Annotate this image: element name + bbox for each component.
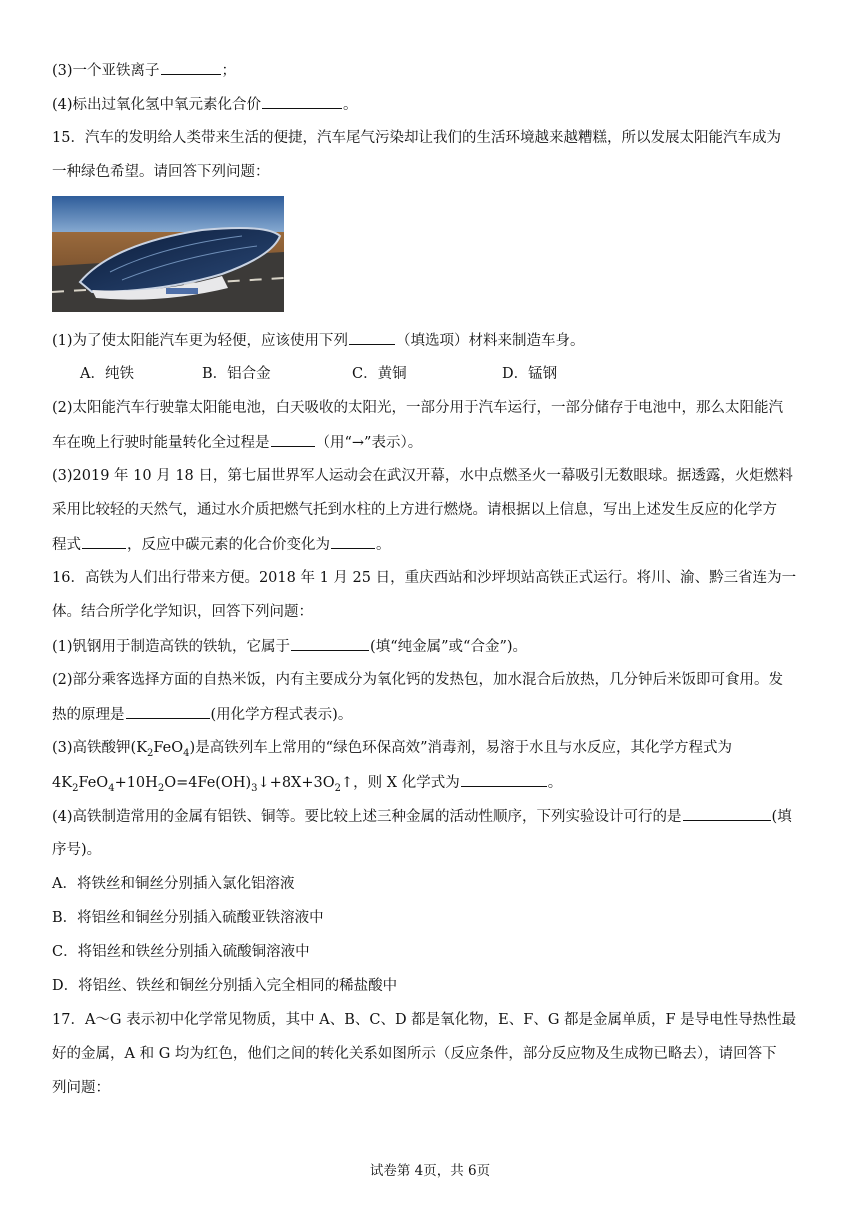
answer-blank[interactable] bbox=[271, 432, 315, 447]
q16-3-line-1: (3)高铁酸钾$(K_2FeO_4)$是高铁列车上常用的“绿色环保高效”消毒剂，易溶于水且与水反应，其化学方程式为 bbox=[52, 740, 733, 759]
answer-blank[interactable] bbox=[82, 534, 126, 549]
answer-blank[interactable] bbox=[461, 772, 547, 787]
q14-4-text: (4)标出过氧化氢中氧元素化合价 bbox=[52, 97, 262, 113]
page-footer: 试卷第 4页，共 6页 bbox=[369, 1163, 491, 1179]
q16-stem-line-2: 体。结合所学化学知识，回答下列问题： bbox=[52, 604, 313, 620]
solar-car-photo bbox=[52, 196, 284, 312]
q16-2-line-2: 热的原理是 (用化学方程式表示)。 bbox=[52, 704, 812, 725]
q15-stem-line-1: 15．汽车的发明给人类带来生活的便捷，汽车尾气污染却让我们的生活环境越来越糟糕，所以发展太阳能汽车成为 bbox=[52, 130, 781, 146]
q17-stem-line-3: 列问题： bbox=[52, 1080, 110, 1096]
q15-1-line: (1)为了使太阳能汽车更为轻便，应该使用下列 （填选项）材料来制造车身。 bbox=[52, 330, 812, 351]
q15-1-options bbox=[80, 364, 840, 384]
q15-stem-line-2: 一种绿色希望。请回答下列问题： bbox=[52, 164, 270, 180]
q16-option-b[interactable]: B．将铝丝和铜丝分别插入硫酸亚铁溶液中 bbox=[52, 910, 324, 926]
q16-4-line-1: (4)高铁制造常用的金属有铝铁、铜等。要比较上述三种金属的活动性顺序，下列实验设计可行的是 (填 bbox=[52, 806, 812, 827]
q15-3-line-3: 程式 ，反应中碳元素的化合价变化为 。 bbox=[52, 534, 812, 555]
q17-stem-line-2: 好的金属，A 和 G 均为红色，他们之间的转化关系如图所示（反应条件，部分反应物及生成物已略去），请回答下 bbox=[52, 1046, 777, 1062]
q16-3-line-2: $4K_2FeO_4+10H_2O=4Fe(OH)_3↓+8X+3O_2↑$，则 X 化学式为 。 bbox=[52, 772, 812, 793]
option-a[interactable]: A．纯铁 bbox=[80, 366, 134, 382]
q15-2-line-1: (2)太阳能汽车行驶靠太阳能电池，白天吸收的太阳光，一部分用于汽车运行，一部分储存于电池中，那么太阳能汽 bbox=[52, 400, 784, 416]
answer-blank[interactable] bbox=[331, 534, 375, 549]
answer-blank[interactable] bbox=[126, 704, 210, 719]
q14-4-line: (4)标出过氧化氢中氧元素化合价 。 bbox=[52, 94, 812, 115]
q16-1-line: (1)钒钢用于制造高铁的铁轨，它属于 (填“纯金属”或“合金”)。 bbox=[52, 636, 812, 657]
q16-option-a[interactable]: A．将铁丝和铜丝分别插入氯化铝溶液 bbox=[52, 876, 295, 892]
answer-blank[interactable] bbox=[683, 806, 771, 821]
q15-2-line-2: 车在晚上行驶时能量转化全过程是 （用“→”表示）。 bbox=[52, 432, 812, 453]
q16-option-d[interactable]: D．将铝丝、铁丝和铜丝分别插入完全相同的稀盐酸中 bbox=[52, 978, 398, 994]
q15-3-line-1: (3)2019 年 10 月 18 日，第七届世界军人运动会在武汉开幕，水中点燃圣火一幕吸引无数眼球。据透露，火炬燃料 bbox=[52, 468, 793, 484]
answer-blank[interactable] bbox=[349, 330, 395, 345]
q16-stem-line-1: 16．高铁为人们出行带来方便。2018 年 1 月 25 日，重庆西站和沙坪坝站高铁正式运行。将川、渝、黔三省连为一 bbox=[52, 570, 797, 586]
option-b[interactable]: B．铝合金 bbox=[202, 366, 271, 382]
answer-blank[interactable] bbox=[262, 94, 342, 109]
answer-blank[interactable] bbox=[161, 60, 221, 75]
q16-2-line-1: (2)部分乘客选择方面的自热米饭，内有主要成分为氧化钙的发热包，加水混合后放热，几分钟后米饭即可食用。发 bbox=[52, 672, 784, 688]
answer-blank[interactable] bbox=[291, 636, 369, 651]
q16-4-line-2: 序号)。 bbox=[52, 842, 102, 858]
q16-option-c[interactable]: C．将铝丝和铁丝分别插入硫酸铜溶液中 bbox=[52, 944, 310, 960]
q15-3-line-2: 采用比较轻的天然气，通过水介质把燃气托到水柱的上方进行燃烧。请根据以上信息，写出上述发生反应的化学方 bbox=[52, 502, 777, 518]
option-c[interactable]: C．黄铜 bbox=[352, 366, 407, 382]
q14-3-line: (3)一个亚铁离子 ； bbox=[52, 60, 812, 81]
q14-3-text: (3)一个亚铁离子 bbox=[52, 63, 160, 79]
option-d[interactable]: D．锰钢 bbox=[502, 366, 558, 382]
q17-stem-line-1: 17．A～G 表示初中化学常见物质，其中 A、B、C、D 都是氧化物，E、F、G 都是金属单质，F 是导电性导热性最 bbox=[52, 1012, 797, 1028]
